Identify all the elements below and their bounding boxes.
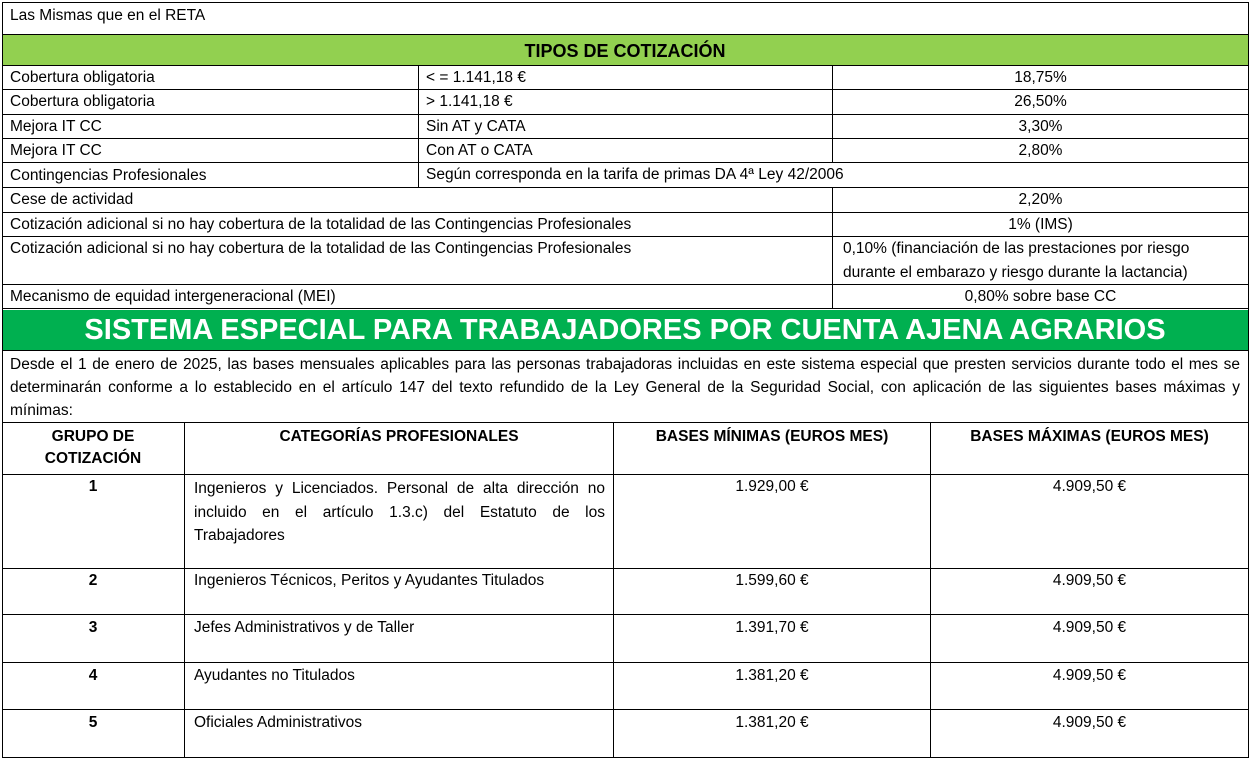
border [2,236,1248,237]
tipos-row-label: Contingencias Profesionales [10,167,207,184]
border [2,65,1248,66]
tipos-row-value: 1% (IMS) [1008,216,1073,233]
header-minimas: BASES MÍNIMAS (EUROS MES) [655,428,889,445]
border [2,212,1248,213]
tipos-row-label: Cotización adicional si no hay cobertura de la totalidad de las Contingencias Profesionales [10,240,632,257]
minima-cell: 1.599,60 € [735,572,809,589]
categoria-cell: Ayudantes no Titulados [194,667,355,684]
grupo-cell: 4 [88,667,98,684]
border [2,2,1248,3]
tipos-row-label: Mecanismo de equidad intergeneracional (MEI) [10,288,336,305]
intro-text: Las Mismas que en el RETA [10,7,206,24]
header-grupo: GRUPO DE COTIZACIÓN [44,428,142,467]
border [2,474,1248,475]
categoria-cell: Oficiales Administrativos [194,714,362,731]
border [2,34,1248,35]
border [2,308,1248,309]
border [2,2,3,758]
border [418,65,419,188]
tipos-row-value-line1: 0,10% (financiación de las prestaciones por riesgo [843,240,1190,257]
tipos-row-label: Cese de actividad [10,191,134,208]
tipos-row-label: Cobertura obligatoria [10,93,155,110]
header-maximas: BASES MÁXIMAS (EUROS MES) [970,428,1209,445]
border [2,422,1248,423]
border [2,284,1248,285]
tipos-row-value: 2,80% [1018,142,1063,159]
border [2,757,1248,758]
grupo-cell: 1 [88,478,98,495]
sistema-paragraph: Desde el 1 de enero de 2025, las bases mensuales aplicables para las personas trabajadoras incluidas en este sistema especial que presten servicios durante todo el mes se determinarán conforme a lo establecido en el artículo 147 del texto refundido de la Ley General de la Seguridad Social, con aplicación de las siguientes bases máximas y mínimas: [10,356,1240,419]
tipos-row-cond: Con AT o CATA [426,142,533,159]
categoria-cell: Ingenieros Técnicos, Peritos y Ayudantes Titulados [194,572,545,589]
border [184,422,185,758]
maxima-cell: 4.909,50 € [1052,714,1127,731]
tipos-row-cond: > 1.141,18 € [426,93,513,110]
border [2,709,1248,710]
tipos-row-cond: Según corresponda en la tarifa de primas DA 4ª Ley 42/2006 [426,166,844,183]
tipos-title: TIPOS DE COTIZACIÓN [524,41,726,61]
grupo-cell: 5 [88,714,98,731]
tipos-row-cond: Sin AT y CATA [426,118,526,135]
categoria-cell: Jefes Administrativos y de Taller [194,619,415,636]
border [2,162,1248,163]
tipos-row-cond: < = 1.141,18 € [426,69,526,86]
minima-cell: 1.929,00 € [735,478,809,495]
minima-cell: 1.391,70 € [735,619,809,636]
border [2,568,1248,569]
border [2,614,1248,615]
sistema-title: SISTEMA ESPECIAL PARA TRABAJADORES POR CUENTA AJENA AGRARIOS [84,314,1166,346]
border [2,662,1248,663]
maxima-cell: 4.909,50 € [1052,478,1127,495]
maxima-cell: 4.909,50 € [1052,572,1127,589]
grupo-cell: 2 [88,572,98,589]
border [2,138,1248,139]
tipos-row-value-line2: durante el embarazo y riesgo durante la lactancia) [843,264,1188,281]
tipos-row-label: Cotización adicional si no hay cobertura de la totalidad de las Contingencias Profesionales [10,216,632,233]
tipos-row-value: 18,75% [1014,69,1067,86]
tipos-row-value: 26,50% [1014,93,1067,110]
tipos-row-value: 3,30% [1018,118,1063,135]
tipos-row-value: 2,20% [1018,191,1063,208]
tipos-row-label: Mejora IT CC [10,118,102,135]
border [2,114,1248,115]
maxima-cell: 4.909,50 € [1052,619,1127,636]
border [1248,2,1249,758]
border [2,350,1248,351]
minima-cell: 1.381,20 € [735,714,809,731]
tipos-row-value: 0,80% sobre base CC [964,288,1117,305]
grupo-cell: 3 [88,619,98,636]
categoria-cell: Ingenieros y Licenciados. Personal de alta dirección no incluido en el artículo 1.3.c) del Estatuto de los Trabajadores [194,480,605,544]
tipos-row-label: Cobertura obligatoria [10,69,155,86]
border [2,187,1248,188]
tipos-row-label: Mejora IT CC [10,142,102,159]
minima-cell: 1.381,20 € [735,667,809,684]
header-categorias: CATEGORÍAS PROFESIONALES [279,428,519,445]
border [2,89,1248,90]
maxima-cell: 4.909,50 € [1052,667,1127,684]
